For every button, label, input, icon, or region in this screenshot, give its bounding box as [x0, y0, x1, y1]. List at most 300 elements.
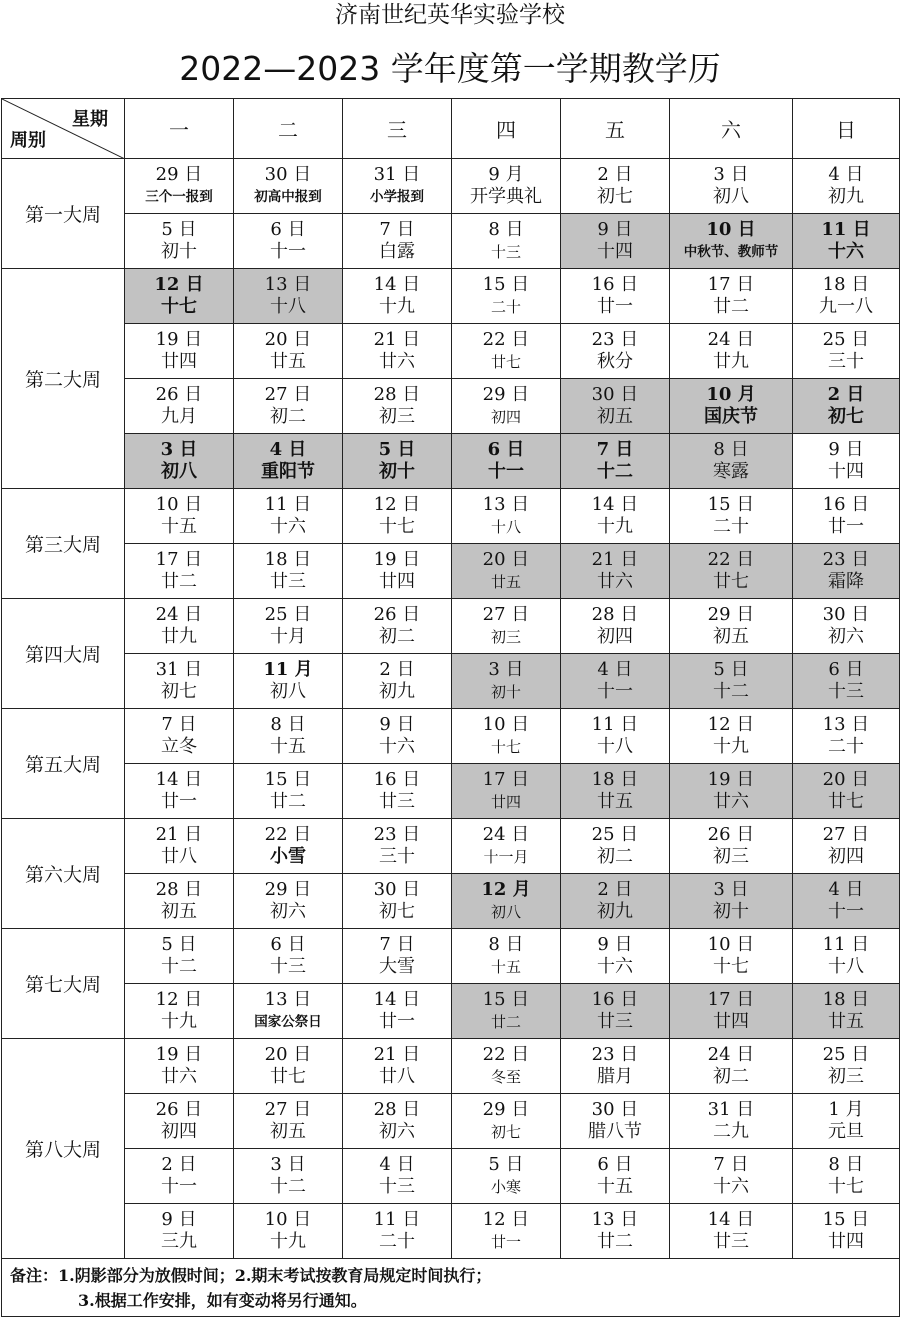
- day-cell: [793, 159, 900, 214]
- day-cell: [125, 1039, 234, 1094]
- date-label: 26 日: [707, 824, 755, 845]
- day-cell: [343, 709, 452, 764]
- date-label: 7 日: [713, 1154, 749, 1175]
- date-label: 3 日: [713, 164, 749, 185]
- date-label: 25 日: [264, 604, 312, 625]
- week-label: 第八大周: [2, 1039, 125, 1259]
- lunar-label: 廿四: [828, 1231, 864, 1252]
- date-label: 7 日: [379, 934, 415, 955]
- lunar-label: 初三: [379, 406, 415, 427]
- lunar-label: 廿七: [828, 791, 864, 812]
- weekday-header: 三: [343, 99, 452, 159]
- lunar-label: 初三: [490, 628, 521, 646]
- day-cell-holiday: [452, 434, 561, 489]
- lunar-label: 三个一报到: [145, 189, 213, 205]
- day-cell: [234, 984, 343, 1039]
- day-cell: [793, 1094, 900, 1149]
- date-label: 5 日: [161, 219, 197, 240]
- lunar-label: 廿六: [713, 791, 749, 812]
- lunar-label: 白露: [379, 241, 415, 262]
- date-label: 11 日: [591, 714, 639, 735]
- date-label: 21 日: [155, 824, 203, 845]
- day-cell-holiday: [561, 764, 670, 819]
- date-label: 29 日: [482, 1099, 530, 1120]
- day-cell: [234, 764, 343, 819]
- date-label: 7 日: [379, 219, 415, 240]
- date-label: 12 月: [481, 879, 531, 900]
- date-label: 18 日: [264, 549, 312, 570]
- date-label: 15 日: [264, 769, 312, 790]
- week-row: [2, 1039, 900, 1094]
- lunar-label: 开学典礼: [470, 186, 542, 207]
- date-label: 10 日: [155, 494, 203, 515]
- day-cell-holiday: [561, 984, 670, 1039]
- day-cell-holiday: [234, 434, 343, 489]
- lunar-label: 十一: [488, 461, 524, 482]
- day-cell: [343, 489, 452, 544]
- day-cell: [234, 214, 343, 269]
- date-label: 10 日: [707, 934, 755, 955]
- date-label: 27 日: [264, 1099, 312, 1120]
- date-label: 9 日: [597, 219, 633, 240]
- lunar-label: 初八: [161, 461, 197, 482]
- date-label: 7 日: [161, 714, 197, 735]
- lunar-label: 十六: [379, 736, 415, 757]
- day-cell: [452, 1149, 561, 1204]
- date-label: 13 日: [482, 494, 530, 515]
- date-label: 9 日: [161, 1209, 197, 1230]
- week-row: [2, 984, 900, 1039]
- day-cell: [234, 159, 343, 214]
- week-label: 第四大周: [2, 599, 125, 709]
- date-label: 2 日: [827, 384, 865, 405]
- lunar-label: 初八: [713, 186, 749, 207]
- lunar-label: 中秋节、教师节: [683, 244, 779, 260]
- day-cell: [561, 1149, 670, 1204]
- day-cell: [670, 1204, 793, 1259]
- lunar-label: 十七: [828, 1176, 864, 1197]
- week-row: [2, 764, 900, 819]
- day-cell: [234, 1149, 343, 1204]
- day-cell: [793, 819, 900, 874]
- day-cell: [343, 819, 452, 874]
- lunar-label: 廿三: [379, 791, 415, 812]
- day-cell-holiday: [561, 544, 670, 599]
- page-title: 2022—2023 学年度第一学期教学历: [179, 49, 721, 88]
- lunar-label: 十八: [270, 296, 306, 317]
- lunar-label: 廿六: [379, 351, 415, 372]
- lunar-label: 十九: [270, 1231, 306, 1252]
- week-row: [2, 874, 900, 929]
- day-cell: [343, 1039, 452, 1094]
- lunar-label: 初四: [161, 1121, 197, 1142]
- day-cell: [561, 1094, 670, 1149]
- date-label: 9 日: [597, 934, 633, 955]
- weekday-header: 四: [452, 99, 561, 159]
- date-label: 6 日: [487, 439, 525, 460]
- day-cell: [343, 324, 452, 379]
- lunar-label: 初十: [161, 241, 197, 262]
- lunar-label: 廿六: [597, 571, 633, 592]
- day-cell: [561, 489, 670, 544]
- date-label: 20 日: [264, 1044, 312, 1065]
- date-label: 11 日: [264, 494, 312, 515]
- date-label: 4 日: [269, 439, 307, 460]
- day-cell: [234, 489, 343, 544]
- week-row: [2, 1204, 900, 1259]
- lunar-label: 腊八节: [588, 1121, 642, 1142]
- school-name: 济南世纪英华实验学校: [335, 2, 565, 28]
- date-label: 21 日: [373, 1044, 421, 1065]
- day-cell: [670, 929, 793, 984]
- lunar-label: 国庆节: [704, 406, 758, 427]
- day-cell: [125, 489, 234, 544]
- day-cell: [793, 599, 900, 654]
- week-row: [2, 379, 900, 434]
- lunar-label: 初五: [713, 626, 749, 647]
- day-cell: [793, 709, 900, 764]
- lunar-label: 初五: [161, 901, 197, 922]
- date-label: 5 日: [161, 934, 197, 955]
- day-cell-holiday: [670, 544, 793, 599]
- date-label: 16 日: [822, 494, 870, 515]
- date-label: 12 日: [482, 1209, 530, 1230]
- notes-row: [2, 1259, 900, 1317]
- week-row: [2, 1149, 900, 1204]
- week-row: [2, 1094, 900, 1149]
- day-cell-holiday: [452, 654, 561, 709]
- weekday-header: 二: [234, 99, 343, 159]
- lunar-label: 初六: [379, 1121, 415, 1142]
- lunar-label: 十七: [490, 738, 521, 756]
- day-cell: [234, 654, 343, 709]
- day-cell-holiday: [452, 544, 561, 599]
- date-label: 20 日: [264, 329, 312, 350]
- date-label: 3 日: [713, 879, 749, 900]
- lunar-label: 立冬: [161, 736, 197, 757]
- date-label: 13 日: [822, 714, 870, 735]
- week-row: [2, 159, 900, 214]
- lunar-label: 初高中报到: [254, 189, 322, 205]
- note-line-1: 备注：1.阴影部分为放假时间；2.期末考试按教育局规定时间执行；: [10, 1265, 492, 1285]
- date-label: 8 日: [713, 439, 749, 460]
- lunar-label: 三十: [379, 846, 415, 867]
- date-label: 29 日: [482, 384, 530, 405]
- date-label: 2 日: [379, 659, 415, 680]
- date-label: 17 日: [155, 549, 203, 570]
- day-cell: [561, 1204, 670, 1259]
- date-label: 8 日: [488, 219, 524, 240]
- day-cell: [343, 654, 452, 709]
- date-label: 7 日: [596, 439, 634, 460]
- date-label: 26 日: [155, 384, 203, 405]
- week-label: 第六大周: [2, 819, 125, 929]
- day-cell: [234, 819, 343, 874]
- lunar-label: 十九: [379, 296, 415, 317]
- lunar-label: 初五: [270, 1121, 306, 1142]
- date-label: 23 日: [822, 549, 870, 570]
- date-label: 8 日: [488, 934, 524, 955]
- date-label: 11 日: [373, 1209, 421, 1230]
- day-cell: [343, 984, 452, 1039]
- date-label: 22 日: [482, 1044, 530, 1065]
- date-label: 16 日: [591, 989, 639, 1010]
- week-label: 第二大周: [2, 269, 125, 489]
- day-cell: [452, 269, 561, 324]
- date-label: 4 日: [828, 879, 864, 900]
- lunar-label: 廿二: [161, 571, 197, 592]
- lunar-label: 小学报到: [370, 189, 424, 205]
- lunar-label: 秋分: [597, 351, 633, 372]
- lunar-label: 廿二: [713, 296, 749, 317]
- day-cell: [452, 489, 561, 544]
- day-cell: [452, 159, 561, 214]
- date-label: 17 日: [707, 989, 755, 1010]
- lunar-label: 廿七: [713, 571, 749, 592]
- lunar-label: 小寒: [490, 1178, 521, 1196]
- day-cell: [452, 709, 561, 764]
- day-cell: [452, 1204, 561, 1259]
- lunar-label: 初三: [713, 846, 749, 867]
- weekday-header: 五: [561, 99, 670, 159]
- lunar-label: 十七: [713, 956, 749, 977]
- date-label: 28 日: [591, 604, 639, 625]
- day-cell: [452, 379, 561, 434]
- date-label: 2 日: [161, 1154, 197, 1175]
- lunar-label: 初二: [597, 846, 633, 867]
- lunar-label: 二十: [828, 736, 864, 757]
- week-row: [2, 599, 900, 654]
- day-cell: [343, 874, 452, 929]
- day-cell-holiday: [793, 379, 900, 434]
- date-label: 15 日: [482, 274, 530, 295]
- lunar-label: 初九: [379, 681, 415, 702]
- lunar-label: 廿五: [490, 573, 521, 591]
- date-label: 23 日: [591, 1044, 639, 1065]
- day-cell-holiday: [793, 764, 900, 819]
- day-cell-holiday: [234, 269, 343, 324]
- lunar-label: 初七: [597, 186, 633, 207]
- day-cell: [452, 1039, 561, 1094]
- lunar-label: 十二: [161, 956, 197, 977]
- day-cell: [125, 984, 234, 1039]
- date-label: 26 日: [155, 1099, 203, 1120]
- date-label: 30 日: [373, 879, 421, 900]
- lunar-label: 十三: [270, 956, 306, 977]
- lunar-label: 初四: [828, 846, 864, 867]
- lunar-label: 廿八: [161, 846, 197, 867]
- lunar-label: 九一八: [819, 296, 873, 317]
- corner-header: [2, 99, 125, 159]
- lunar-label: 初十: [490, 683, 521, 701]
- lunar-label: 十三: [490, 243, 521, 261]
- lunar-label: 十一月: [483, 848, 529, 866]
- date-label: 19 日: [155, 329, 203, 350]
- date-label: 15 日: [707, 494, 755, 515]
- date-label: 16 日: [373, 769, 421, 790]
- day-cell: [670, 489, 793, 544]
- date-label: 30 日: [264, 164, 312, 185]
- lunar-label: 廿四: [379, 571, 415, 592]
- day-cell: [670, 269, 793, 324]
- date-label: 4 日: [379, 1154, 415, 1175]
- day-cell-holiday: [561, 379, 670, 434]
- day-cell: [452, 819, 561, 874]
- lunar-label: 廿七: [270, 1066, 306, 1087]
- lunar-label: 二九: [713, 1121, 749, 1142]
- week-label: 第七大周: [2, 929, 125, 1039]
- week-row: [2, 434, 900, 489]
- lunar-label: 十九: [161, 1011, 197, 1032]
- date-label: 4 日: [828, 164, 864, 185]
- lunar-label: 十六: [270, 516, 306, 537]
- day-cell-holiday: [793, 544, 900, 599]
- lunar-label: 十八: [597, 736, 633, 757]
- date-label: 14 日: [373, 274, 421, 295]
- day-cell-holiday: [561, 874, 670, 929]
- date-label: 22 日: [264, 824, 312, 845]
- lunar-label: 小雪: [270, 846, 306, 867]
- day-cell: [561, 269, 670, 324]
- date-label: 13 日: [264, 989, 312, 1010]
- day-cell: [343, 1204, 452, 1259]
- lunar-label: 十四: [828, 461, 864, 482]
- date-label: 3 日: [270, 1154, 306, 1175]
- date-label: 22 日: [482, 329, 530, 350]
- week-row: [2, 324, 900, 379]
- day-cell-holiday: [452, 984, 561, 1039]
- date-label: 30 日: [591, 1099, 639, 1120]
- date-label: 23 日: [373, 824, 421, 845]
- lunar-label: 大雪: [379, 956, 415, 977]
- lunar-label: 廿九: [713, 351, 749, 372]
- lunar-label: 廿二: [490, 1013, 521, 1031]
- lunar-label: 重阳节: [261, 461, 315, 482]
- date-label: 28 日: [373, 384, 421, 405]
- date-label: 24 日: [155, 604, 203, 625]
- day-cell: [234, 709, 343, 764]
- weekday-header: 六: [670, 99, 793, 159]
- lunar-label: 十二: [597, 461, 633, 482]
- lunar-label: 初二: [379, 626, 415, 647]
- date-label: 20 日: [822, 769, 870, 790]
- lunar-label: 廿一: [490, 1233, 521, 1251]
- day-cell: [343, 379, 452, 434]
- lunar-label: 十五: [490, 958, 521, 976]
- lunar-label: 廿七: [490, 353, 521, 371]
- lunar-label: 十二: [713, 681, 749, 702]
- day-cell: [670, 1149, 793, 1204]
- lunar-label: 廿三: [713, 1231, 749, 1252]
- lunar-label: 十八: [828, 956, 864, 977]
- date-label: 1 月: [828, 1099, 864, 1120]
- lunar-label: 廿一: [597, 296, 633, 317]
- day-cell: [343, 269, 452, 324]
- lunar-label: 十月: [270, 626, 306, 647]
- lunar-label: 廿二: [597, 1231, 633, 1252]
- day-cell: [125, 1204, 234, 1259]
- lunar-label: 十八: [490, 518, 521, 536]
- lunar-label: 十一: [597, 681, 633, 702]
- day-cell: [670, 324, 793, 379]
- lunar-label: 廿九: [161, 626, 197, 647]
- week-label: 第三大周: [2, 489, 125, 599]
- day-cell: [793, 434, 900, 489]
- date-label: 30 日: [822, 604, 870, 625]
- date-label: 9 月: [488, 164, 524, 185]
- day-cell: [670, 1094, 793, 1149]
- corner-week-label: 周别: [10, 130, 46, 151]
- day-cell-holiday: [452, 874, 561, 929]
- date-label: 5 日: [713, 659, 749, 680]
- day-cell: [561, 709, 670, 764]
- day-cell-holiday: [670, 434, 793, 489]
- day-cell: [343, 1149, 452, 1204]
- date-label: 24 日: [707, 329, 755, 350]
- corner-weekday-label: 星期: [72, 109, 108, 130]
- weekday-header: 日: [793, 99, 900, 159]
- lunar-label: 十七: [379, 516, 415, 537]
- lunar-label: 廿二: [270, 791, 306, 812]
- date-label: 6 日: [828, 659, 864, 680]
- date-label: 17 日: [482, 769, 530, 790]
- date-label: 12 日: [707, 714, 755, 735]
- lunar-label: 廿六: [161, 1066, 197, 1087]
- day-cell: [125, 709, 234, 764]
- date-label: 25 日: [591, 824, 639, 845]
- day-cell: [125, 764, 234, 819]
- lunar-label: 十三: [828, 681, 864, 702]
- date-label: 27 日: [482, 604, 530, 625]
- day-cell: [452, 929, 561, 984]
- day-cell: [125, 379, 234, 434]
- week-label: 第五大周: [2, 709, 125, 819]
- day-cell: [234, 1094, 343, 1149]
- date-label: 29 日: [264, 879, 312, 900]
- lunar-label: 初六: [270, 901, 306, 922]
- date-label: 27 日: [264, 384, 312, 405]
- lunar-label: 初八: [270, 681, 306, 702]
- lunar-label: 九月: [161, 406, 197, 427]
- lunar-label: 二十: [490, 298, 521, 316]
- day-cell-holiday: [793, 654, 900, 709]
- day-cell-holiday: [561, 434, 670, 489]
- lunar-label: 廿四: [490, 793, 521, 811]
- lunar-label: 廿一: [828, 516, 864, 537]
- date-label: 21 日: [373, 329, 421, 350]
- date-label: 27 日: [822, 824, 870, 845]
- day-cell: [343, 544, 452, 599]
- date-label: 17 日: [707, 274, 755, 295]
- lunar-label: 冬至: [490, 1068, 521, 1086]
- date-label: 31 日: [155, 659, 203, 680]
- day-cell: [125, 544, 234, 599]
- calendar-table: [1, 98, 900, 1317]
- lunar-label: 初四: [597, 626, 633, 647]
- note-line-2: 3.根据工作安排，如有变动将另行通知。: [78, 1290, 367, 1310]
- date-label: 2 日: [597, 164, 633, 185]
- lunar-label: 十五: [161, 516, 197, 537]
- lunar-label: 廿五: [270, 351, 306, 372]
- day-cell-holiday: [561, 214, 670, 269]
- weekday-header: 一: [125, 99, 234, 159]
- date-label: 6 日: [270, 934, 306, 955]
- lunar-label: 初七: [828, 406, 864, 427]
- day-cell-holiday: [670, 214, 793, 269]
- lunar-label: 十二: [270, 1176, 306, 1197]
- date-label: 14 日: [155, 769, 203, 790]
- notes-cell: [2, 1259, 900, 1317]
